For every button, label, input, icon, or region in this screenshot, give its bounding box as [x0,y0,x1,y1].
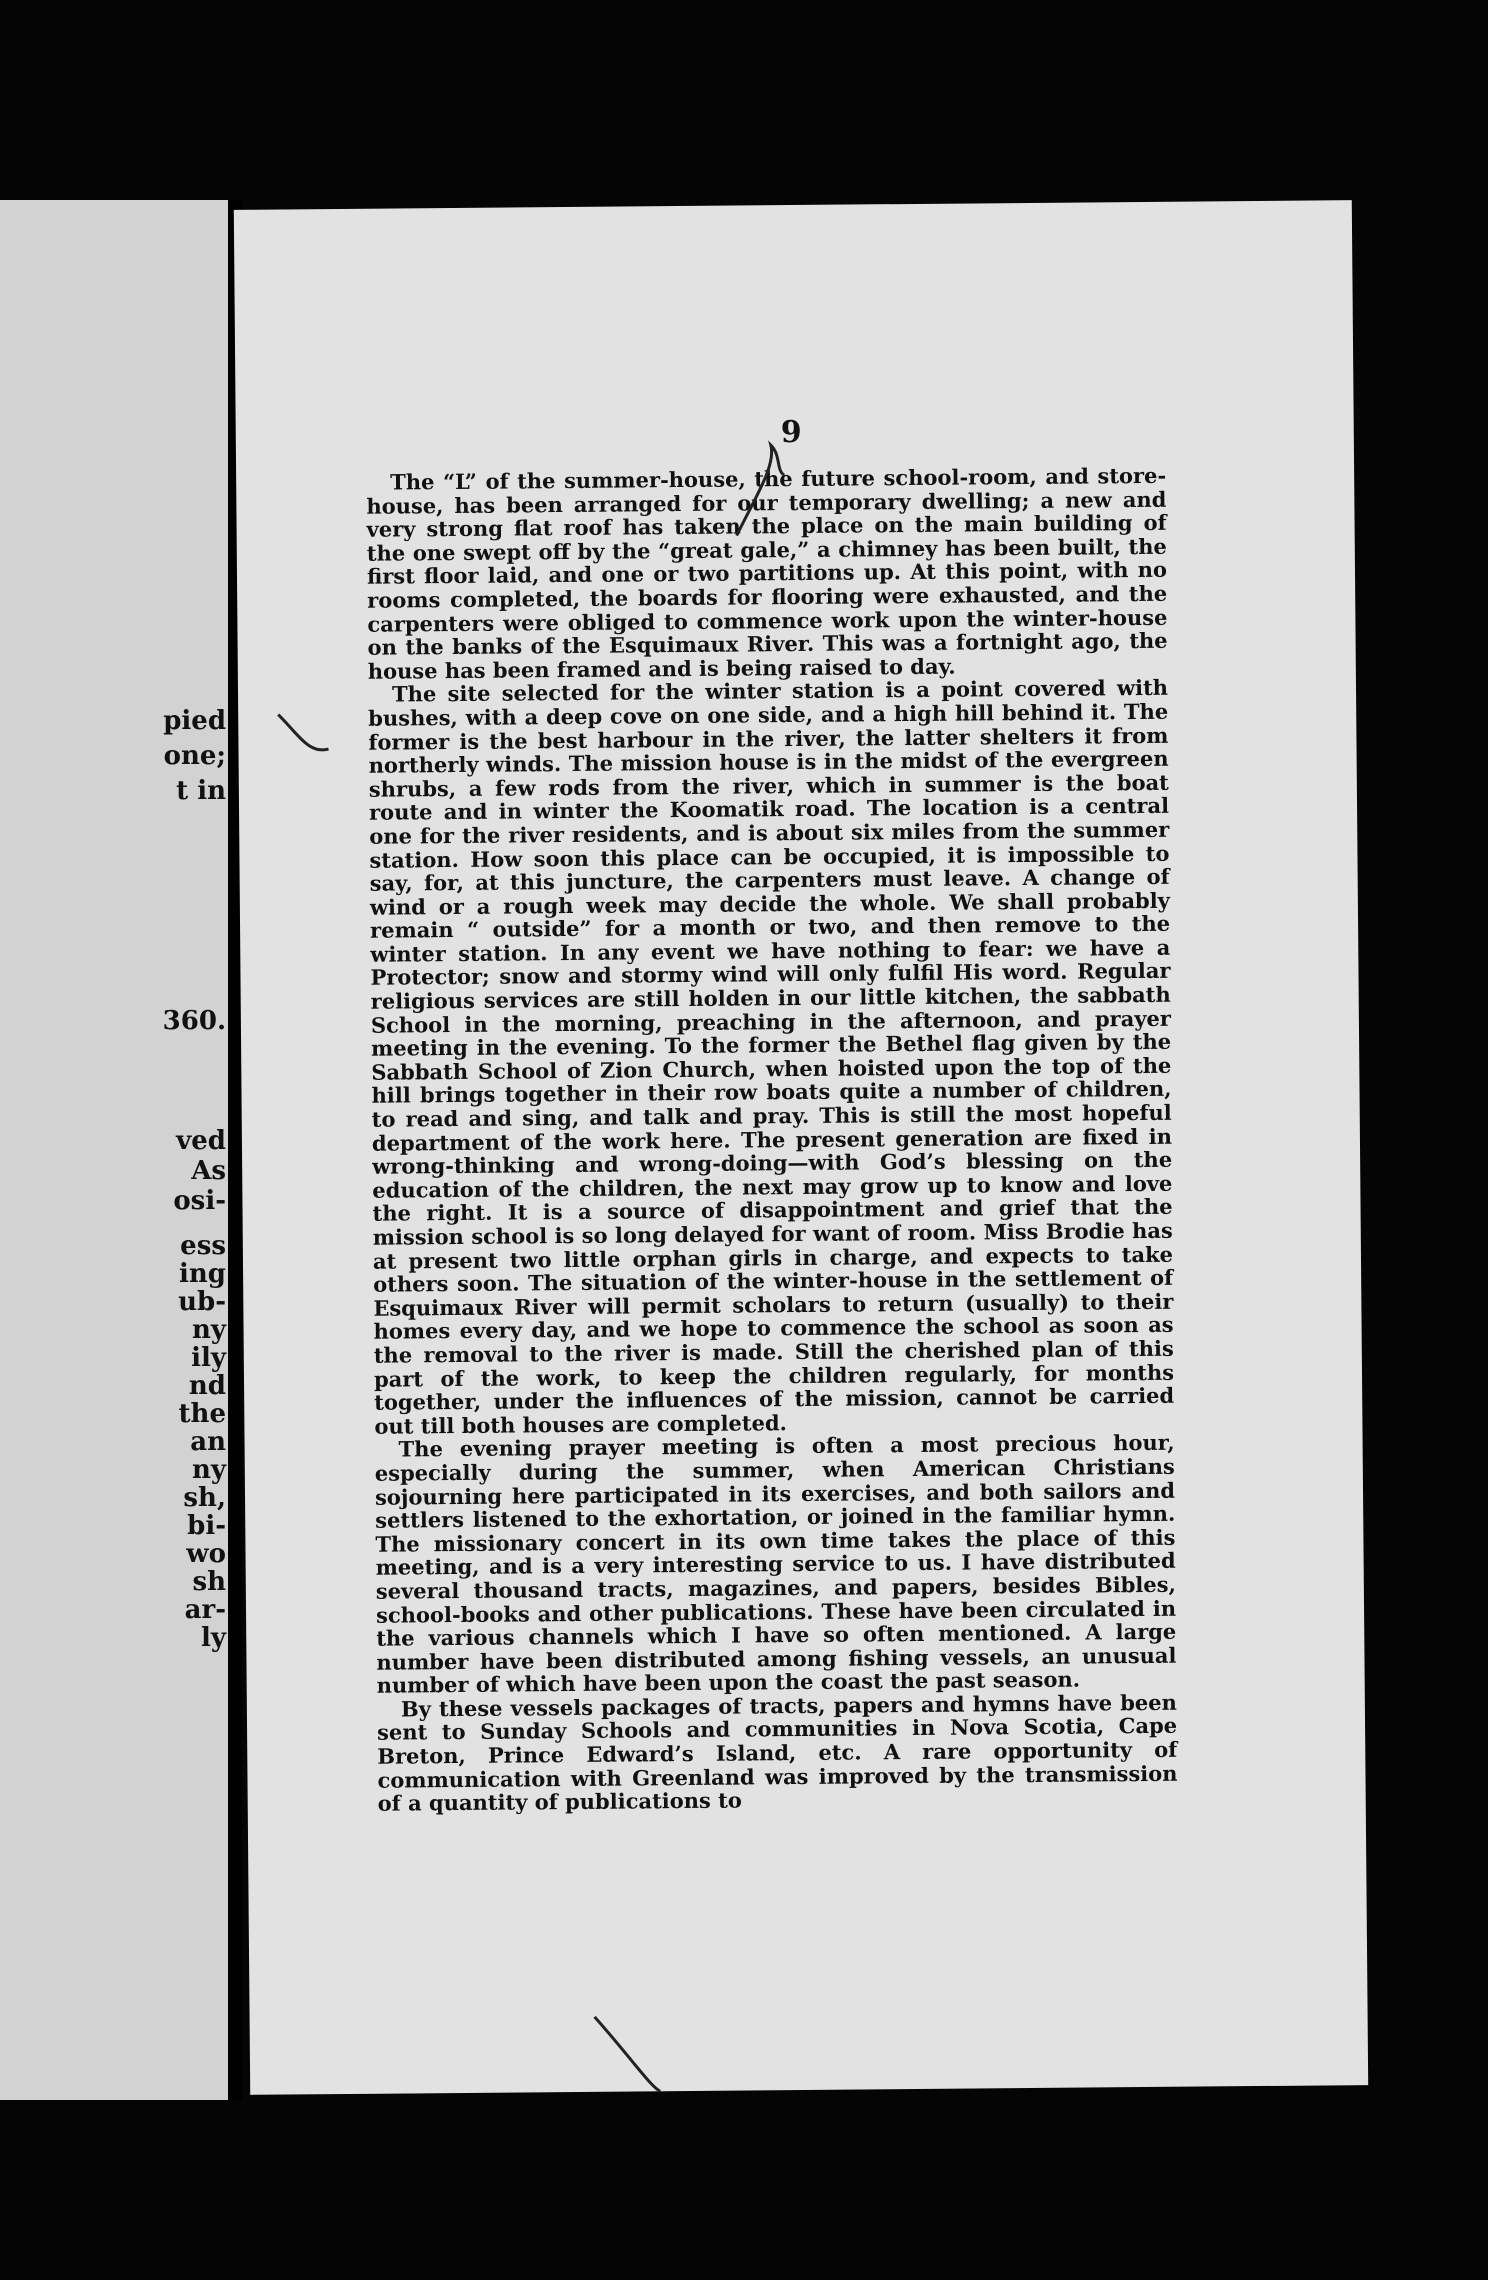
left-page-text-fragments [0,200,228,2100]
left-page-fragment-text: bi- [187,1511,226,1541]
left-page-fragment-text: wo [186,1539,226,1569]
left-page-fragment-text: As [191,1156,226,1186]
left-page-fragment [0,200,228,2100]
left-page-fragment-text: the [178,1399,226,1429]
left-page-fragment-text: ved [176,1126,226,1156]
left-page-fragment-text: sh [192,1567,226,1597]
left-page-fragment-text: osi- [173,1186,226,1216]
left-page-fragment-text: 360. [162,1006,226,1036]
left-page-fragment-text: ly [201,1623,226,1653]
paragraph-4: By these vessels packages of tracts, papers and hymns have been sent to Sunday Schools and communities in Nova Scotia, Cape Breton, Prince Edward’s Island, etc. A rare opportunity of communication with Greenland was improved by the transmission of a quantity of publications to [376,1689,1178,1816]
left-page-fragment-text: nd [188,1371,226,1401]
pencil-mark-top [736,445,785,535]
left-page-fragment-text: pied [163,706,226,736]
page-number: 9 [780,414,802,451]
left-page-fragment-text: ar- [184,1595,226,1625]
left-page-fragment-text: t in [176,776,226,806]
pencil-mark-left [278,714,328,750]
left-page-fragment-text: ny [191,1455,226,1485]
pencil-mark-bottom [595,2016,661,2092]
paragraph-2: The site selected for the winter station is a point covered with bushes, with a deep cove on one side, and a high hill behind it. The former is the best harbour in the river, the latter shelters it from northerly winds. The mission house is in the midst of the evergreen shrubs, a few rods from the river, which in summer is the boat route and in winter the Koomatik road. The location is a central one for the river residents, and is about six miles from the summer station. How soon this place can be occupied, it is impossible to say, for, at this juncture, the carpenters must leave. A change of wind or a rough week may decide the whole. We shall probably remain “ outside” for a month or two, and then remove to the winter station. In any event we have nothing to fear: we have a Protector; snow and stormy wind will only fulfil His word. Regular religious services are still holden in our little kitchen, the sabbath School in the morning, preaching in the afternoon, and prayer meeting in the evening. To the former the Bethel flag given by the Sabbath School of Zion Church, when hoisted upon the top of the hill brings together in their row boats quite a number of children, to read and sing, and talk and pray. This is still the most hopeful department of the work here. The present generation are fixed in wrong-thinking and wrong-doing—with God’s blessing on the education of the children, the next may grow up to know and love the right. It is a source of disappointment and grief that the mission school is so long delayed for want of room. Miss Brodie has at present two little orphan girls in charge, and expects to take others soon. The situation of the winter-house in the settlement of Esquimaux River will permit scholars to return (usually) to their homes every day, and we hope to commence the school as soon as the removal to the river is made. Still the cherished plan of this part of the work, to keep the children regularly, for months together, under the influences of the mission, cannot be carried out till both houses are completed. [368,675,1175,1439]
left-page-fragment-text: ess [180,1231,226,1261]
right-page [234,200,1368,2095]
left-page-fragment-text: ing [179,1259,226,1289]
left-page-fragment-text: ub- [178,1287,226,1317]
left-page-fragment-text: one; [163,741,226,771]
left-page-fragment-text: sh, [183,1483,226,1513]
left-page-fragment-text: ily [191,1343,226,1373]
left-page-fragment-text: an [190,1427,226,1457]
paragraph-3: The evening prayer meeting is often a most precious hour, especially during the summer, when American Christians sojourning here participated in its exercises, and both sailors and settlers listened to the exhortation, or joined in the familiar hymn. The missionary concert in its own time takes the place of this meeting, and is a very interesting service to us. I have distributed several thousand tracts, magazines, and papers, besides Bibles, school-books and other publications. These have been circulated in the various channels which I have so often mentioned. A large number have been distributed among fishing vessels, an unusual number of which have been upon the coast the past season. [374,1430,1177,1699]
paragraph-1: The “L” of the summer-house, the future school-room, and store-house, has been arranged for our temporary dwelling; a new and very strong flat roof has taken the place on the main building of the one swept off by the “great gale,” a chimney has been built, the first floor laid, and one or two partitions up. At this point, with no rooms completed, the boards for flooring were exhausted, and the carpenters were obliged to commence work upon the winter-house on the banks of the Esquimaux River. This was a fortnight ago, the house has been framed and is being raised to day. [366,462,1168,684]
left-page-fragment-text: ny [191,1315,226,1345]
pencil-marks [234,200,1368,2095]
